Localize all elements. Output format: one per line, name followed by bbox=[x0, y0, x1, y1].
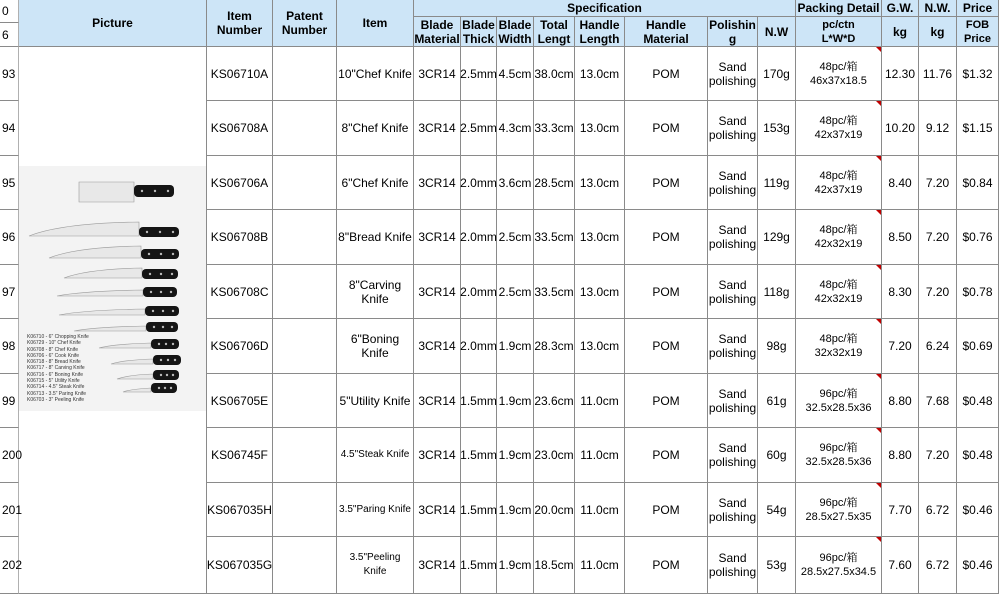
polishing-cell[interactable]: Sand polishing bbox=[708, 101, 758, 156]
item-name-cell[interactable]: 6"Chef Knife bbox=[337, 156, 414, 210]
packing-cell[interactable]: 48pc/箱 42x37x19 bbox=[796, 101, 882, 156]
total-length-cell[interactable]: 23.0cm bbox=[534, 428, 575, 483]
nw-cell[interactable]: 54g bbox=[758, 483, 796, 537]
handle-length-cell[interactable]: 13.0cm bbox=[575, 101, 625, 156]
nw2-cell[interactable]: 6.24 bbox=[919, 319, 957, 374]
knife-image bbox=[74, 322, 178, 332]
knife-image bbox=[123, 383, 177, 393]
handle-length-cell[interactable]: 13.0cm bbox=[575, 156, 625, 210]
handle-material-cell[interactable]: POM bbox=[625, 156, 708, 210]
item-number-cell[interactable]: KS06706D bbox=[207, 319, 273, 374]
blade-thick-cell[interactable]: 1.5mm bbox=[461, 374, 497, 428]
gw-cell[interactable]: 10.20 bbox=[882, 101, 919, 156]
item-name-cell[interactable]: 8"Bread Knife bbox=[337, 210, 414, 265]
price-cell[interactable]: $0.69 bbox=[957, 319, 999, 374]
price-cell[interactable]: $1.15 bbox=[957, 101, 999, 156]
legend-line: K06710 - 6" Chopping Knife bbox=[27, 334, 89, 340]
item-number-cell[interactable]: KS06710A bbox=[207, 47, 273, 101]
price-cell[interactable]: $0.78 bbox=[957, 265, 999, 319]
row-number[interactable]: 99 bbox=[0, 374, 19, 428]
blade-width-cell[interactable]: 1.9cm bbox=[497, 319, 534, 374]
patent-number-cell[interactable] bbox=[273, 483, 337, 537]
item-name-cell[interactable]: 6"Boning Knife bbox=[337, 319, 414, 374]
patent-number-cell[interactable] bbox=[273, 374, 337, 428]
knife-image bbox=[64, 268, 178, 279]
header-nw2[interactable]: N.W. bbox=[919, 0, 957, 17]
legend-line: K06716 - 6" Boning Knife bbox=[27, 371, 83, 378]
knife-image bbox=[29, 222, 179, 237]
legend-line: K06729 - 10" Chef Knife bbox=[27, 340, 81, 347]
nw-cell[interactable]: 61g bbox=[758, 374, 796, 428]
knife-legend bbox=[27, 334, 89, 403]
blade-material-cell[interactable]: 3CR14 bbox=[414, 47, 461, 101]
price-cell[interactable]: $1.32 bbox=[957, 47, 999, 101]
nw2-cell[interactable]: 7.20 bbox=[919, 428, 957, 483]
header-packing-detail[interactable]: Packing Detail bbox=[796, 0, 882, 17]
header-specification[interactable]: Specification bbox=[414, 0, 796, 17]
gw-cell[interactable]: 8.40 bbox=[882, 156, 919, 210]
header-picture[interactable]: Picture bbox=[19, 0, 207, 47]
knife-image bbox=[57, 287, 177, 297]
item-number-cell[interactable]: KS06706A bbox=[207, 156, 273, 210]
polishing-cell[interactable]: Sand polishing bbox=[708, 428, 758, 483]
total-length-cell[interactable]: 28.3cm bbox=[534, 319, 575, 374]
handle-material-cell[interactable]: POM bbox=[625, 374, 708, 428]
knife-set-picture bbox=[19, 166, 206, 411]
legend-line: K06717 - 8" Carving Knife bbox=[27, 365, 85, 372]
blade-thick-cell[interactable]: 2.5mm bbox=[461, 47, 497, 101]
nw-cell[interactable]: 153g bbox=[758, 101, 796, 156]
knife-image bbox=[59, 306, 179, 316]
blade-material-cell[interactable]: 3CR14 bbox=[414, 101, 461, 156]
packing-cell[interactable]: 48pc/箱 32x32x19 bbox=[796, 319, 882, 374]
blade-material-cell[interactable]: 3CR14 bbox=[414, 210, 461, 265]
nw-cell[interactable]: 119g bbox=[758, 156, 796, 210]
handle-material-cell[interactable]: POM bbox=[625, 537, 708, 594]
polishing-cell[interactable]: Sand polishing bbox=[708, 537, 758, 594]
gw-cell[interactable]: 7.70 bbox=[882, 483, 919, 537]
legend-line: K06715 - 5" Utility Knife bbox=[27, 378, 80, 385]
legend-line: K06718 - 8" Bread Knife bbox=[27, 359, 81, 366]
gw-cell[interactable]: 12.30 bbox=[882, 47, 919, 101]
header-nw[interactable]: N.W bbox=[758, 17, 796, 47]
packing-cell[interactable]: 96pc/箱 32.5x28.5x36 bbox=[796, 374, 882, 428]
polishing-cell[interactable]: Sand polishing bbox=[708, 210, 758, 265]
blade-thick-cell[interactable]: 2.0mm bbox=[461, 319, 497, 374]
price-cell[interactable]: $0.76 bbox=[957, 210, 999, 265]
row-header: 6 bbox=[0, 23, 19, 47]
packing-cell[interactable]: 96pc/箱 32.5x28.5x36 bbox=[796, 428, 882, 483]
patent-number-cell[interactable] bbox=[273, 210, 337, 265]
header-handle-material[interactable]: Handle Material bbox=[625, 17, 708, 47]
knife-image bbox=[117, 370, 179, 380]
row-number[interactable]: 93 bbox=[0, 47, 19, 101]
item-number-cell[interactable]: KS06745F bbox=[207, 428, 273, 483]
packing-cell[interactable]: 48pc/箱 46x37x18.5 bbox=[796, 47, 882, 101]
nw-cell[interactable]: 170g bbox=[758, 47, 796, 101]
knife-image bbox=[111, 355, 181, 365]
blade-material-cell[interactable]: 3CR14 bbox=[414, 319, 461, 374]
header-handle-length[interactable]: Handle Length bbox=[575, 17, 625, 47]
patent-number-cell[interactable] bbox=[273, 101, 337, 156]
handle-material-cell[interactable]: POM bbox=[625, 47, 708, 101]
item-number-cell[interactable]: KS067035G bbox=[207, 537, 273, 594]
legend-line: K06706 - 6" Cook Knife bbox=[27, 352, 80, 359]
knife-image bbox=[79, 182, 174, 202]
row-number[interactable]: 94 bbox=[0, 101, 19, 156]
header-total-length[interactable]: Total Lengt bbox=[534, 17, 575, 47]
handle-length-cell[interactable]: 13.0cm bbox=[575, 319, 625, 374]
total-length-cell[interactable]: 33.5cm bbox=[534, 210, 575, 265]
row-number[interactable]: 96 bbox=[0, 210, 19, 265]
gw-cell[interactable]: 8.80 bbox=[882, 374, 919, 428]
header-blade-thick[interactable]: Blade Thick bbox=[461, 17, 497, 47]
polishing-cell[interactable]: Sand polishing bbox=[708, 319, 758, 374]
blade-width-cell[interactable]: 1.9cm bbox=[497, 428, 534, 483]
nw2-cell[interactable]: 7.68 bbox=[919, 374, 957, 428]
total-length-cell[interactable]: 23.6cm bbox=[534, 374, 575, 428]
blade-width-cell[interactable]: 1.9cm bbox=[497, 374, 534, 428]
total-length-cell[interactable]: 20.0cm bbox=[534, 483, 575, 537]
total-length-cell[interactable]: 18.5cm bbox=[534, 537, 575, 594]
header-item[interactable]: Item bbox=[337, 0, 414, 47]
blade-material-cell[interactable]: 3CR14 bbox=[414, 374, 461, 428]
polishing-cell[interactable]: Sand polishing bbox=[708, 156, 758, 210]
row-number[interactable]: 201 bbox=[0, 483, 19, 537]
blade-width-cell[interactable]: 2.5cm bbox=[497, 210, 534, 265]
blade-thick-cell[interactable]: 2.5mm bbox=[461, 101, 497, 156]
item-number-cell[interactable]: KS067035H bbox=[207, 483, 273, 537]
blade-width-cell[interactable]: 2.5cm bbox=[497, 265, 534, 319]
patent-number-cell[interactable] bbox=[273, 265, 337, 319]
legend-line: K06708 - 8" Chef Knife bbox=[27, 346, 78, 353]
handle-length-cell[interactable]: 13.0cm bbox=[575, 210, 625, 265]
handle-length-cell[interactable]: 11.0cm bbox=[575, 428, 625, 483]
handle-material-cell[interactable]: POM bbox=[625, 483, 708, 537]
nw-cell[interactable]: 129g bbox=[758, 210, 796, 265]
handle-material-cell[interactable]: POM bbox=[625, 428, 708, 483]
header-patent-number[interactable]: Patent Number bbox=[273, 0, 337, 47]
handle-length-cell[interactable]: 13.0cm bbox=[575, 47, 625, 101]
header-gw[interactable]: G.W. bbox=[882, 0, 919, 17]
header-fob-price[interactable]: FOB Price bbox=[957, 17, 999, 47]
nw2-cell[interactable]: 7.20 bbox=[919, 210, 957, 265]
blade-material-cell[interactable]: 3CR14 bbox=[414, 156, 461, 210]
knife-image bbox=[49, 246, 179, 259]
knife-image bbox=[99, 339, 179, 349]
blade-width-cell[interactable]: 3.6cm bbox=[497, 156, 534, 210]
total-length-cell[interactable]: 28.5cm bbox=[534, 156, 575, 210]
header-gw-unit[interactable]: kg bbox=[882, 17, 919, 47]
nw-cell[interactable]: 53g bbox=[758, 537, 796, 594]
nw2-cell[interactable]: 11.76 bbox=[919, 47, 957, 101]
item-number-cell[interactable]: KS06708B bbox=[207, 210, 273, 265]
header-polishing[interactable]: Polishin g bbox=[708, 17, 758, 47]
blade-thick-cell[interactable]: 2.0mm bbox=[461, 156, 497, 210]
header-nw2-unit[interactable]: kg bbox=[919, 17, 957, 47]
handle-material-cell[interactable]: POM bbox=[625, 319, 708, 374]
handle-length-cell[interactable]: 11.0cm bbox=[575, 483, 625, 537]
item-name-cell[interactable]: 5"Utility Knife bbox=[337, 374, 414, 428]
header-item-number[interactable]: Item Number bbox=[207, 0, 273, 47]
polishing-cell[interactable]: Sand polishing bbox=[708, 483, 758, 537]
polishing-cell[interactable]: Sand polishing bbox=[708, 374, 758, 428]
header-price[interactable]: Price bbox=[957, 0, 999, 17]
gw-cell[interactable]: 8.50 bbox=[882, 210, 919, 265]
handle-length-cell[interactable]: 13.0cm bbox=[575, 265, 625, 319]
blade-thick-cell[interactable]: 1.5mm bbox=[461, 428, 497, 483]
item-number-cell[interactable]: KS06708C bbox=[207, 265, 273, 319]
item-name-cell[interactable]: 4.5"Steak Knife bbox=[337, 428, 414, 483]
total-length-cell[interactable]: 33.5cm bbox=[534, 265, 575, 319]
price-cell[interactable]: $0.46 bbox=[957, 537, 999, 594]
nw-cell[interactable]: 118g bbox=[758, 265, 796, 319]
blade-thick-cell[interactable]: 1.5mm bbox=[461, 537, 497, 594]
nw2-cell[interactable]: 9.12 bbox=[919, 101, 957, 156]
handle-material-cell[interactable]: POM bbox=[625, 210, 708, 265]
nw2-cell[interactable]: 7.20 bbox=[919, 156, 957, 210]
blade-thick-cell[interactable]: 2.0mm bbox=[461, 210, 497, 265]
handle-length-cell[interactable]: 11.0cm bbox=[575, 537, 625, 594]
patent-number-cell[interactable] bbox=[273, 319, 337, 374]
legend-line: K06714 - 4.5" Steak Knife bbox=[27, 384, 85, 391]
header-blade-width[interactable]: Blade Width bbox=[497, 17, 534, 47]
header-pc-ctn[interactable]: pc/ctn L*W*D bbox=[796, 17, 882, 47]
polishing-cell[interactable]: Sand polishing bbox=[708, 265, 758, 319]
blade-width-cell[interactable]: 4.3cm bbox=[497, 101, 534, 156]
nw2-cell[interactable]: 6.72 bbox=[919, 537, 957, 594]
row-number[interactable]: 95 bbox=[0, 156, 19, 210]
blade-width-cell[interactable]: 1.9cm bbox=[497, 483, 534, 537]
row-header: 0 bbox=[0, 0, 19, 23]
handle-material-cell[interactable]: POM bbox=[625, 101, 708, 156]
legend-line: K06703 - 3" Peeling Knife bbox=[27, 396, 85, 403]
blade-material-cell[interactable]: 3CR14 bbox=[414, 428, 461, 483]
item-name-cell[interactable]: 8"Chef Knife bbox=[337, 101, 414, 156]
price-cell[interactable]: $0.48 bbox=[957, 428, 999, 483]
packing-cell[interactable]: 96pc/箱 28.5x27.5x34.5 bbox=[796, 537, 882, 594]
blade-width-cell[interactable]: 4.5cm bbox=[497, 47, 534, 101]
packing-cell[interactable]: 48pc/箱 42x32x19 bbox=[796, 265, 882, 319]
handle-length-cell[interactable]: 11.0cm bbox=[575, 374, 625, 428]
item-name-cell[interactable]: 8"Carving Knife bbox=[337, 265, 414, 319]
total-length-cell[interactable]: 38.0cm bbox=[534, 47, 575, 101]
polishing-cell[interactable]: Sand polishing bbox=[708, 47, 758, 101]
header-blade-material[interactable]: Blade Material bbox=[414, 17, 460, 46]
total-length-cell[interactable]: 33.3cm bbox=[534, 101, 575, 156]
item-number-cell[interactable]: KS06708A bbox=[207, 101, 273, 156]
blade-width-cell[interactable]: 1.9cm bbox=[497, 537, 534, 594]
gw-cell[interactable]: 7.60 bbox=[882, 537, 919, 594]
row-number[interactable]: 97 bbox=[0, 265, 19, 319]
row-number[interactable]: 98 bbox=[0, 319, 19, 374]
row-number[interactable]: 202 bbox=[0, 537, 19, 594]
gw-cell[interactable]: 8.30 bbox=[882, 265, 919, 319]
price-cell[interactable]: $0.46 bbox=[957, 483, 999, 537]
row-number[interactable]: 200 bbox=[0, 428, 19, 483]
packing-cell[interactable]: 48pc/箱 42x32x19 bbox=[796, 210, 882, 265]
nw2-cell[interactable]: 7.20 bbox=[919, 265, 957, 319]
patent-number-cell[interactable] bbox=[273, 428, 337, 483]
item-number-cell[interactable]: KS06705E bbox=[207, 374, 273, 428]
blade-thick-cell[interactable]: 2.0mm bbox=[461, 265, 497, 319]
nw-cell[interactable]: 98g bbox=[758, 319, 796, 374]
blade-material-cell[interactable]: 3CR14 bbox=[414, 537, 461, 594]
item-name-cell[interactable]: 10"Chef Knife bbox=[337, 47, 414, 101]
nw2-cell[interactable]: 6.72 bbox=[919, 483, 957, 537]
patent-number-cell[interactable] bbox=[273, 47, 337, 101]
patent-number-cell[interactable] bbox=[273, 537, 337, 594]
item-name-cell[interactable]: 3.5"Paring Knife bbox=[337, 483, 414, 537]
packing-cell[interactable]: 96pc/箱 28.5x27.5x35 bbox=[796, 483, 882, 537]
blade-material-cell[interactable]: 3CR14 bbox=[414, 483, 461, 537]
handle-material-cell[interactable]: POM bbox=[625, 265, 708, 319]
item-name-cell[interactable]: 3.5"Peeling Knife bbox=[337, 537, 414, 594]
blade-thick-cell[interactable]: 1.5mm bbox=[461, 483, 497, 537]
price-cell[interactable]: $0.48 bbox=[957, 374, 999, 428]
patent-number-cell[interactable] bbox=[273, 156, 337, 210]
blade-material-cell[interactable]: 3CR14 bbox=[414, 265, 461, 319]
nw-cell[interactable]: 60g bbox=[758, 428, 796, 483]
legend-line: K06713 - 3.5" Paring Knife bbox=[27, 390, 87, 397]
gw-cell[interactable]: 7.20 bbox=[882, 319, 919, 374]
packing-cell[interactable]: 48pc/箱 42x37x19 bbox=[796, 156, 882, 210]
gw-cell[interactable]: 8.80 bbox=[882, 428, 919, 483]
price-cell[interactable]: $0.84 bbox=[957, 156, 999, 210]
